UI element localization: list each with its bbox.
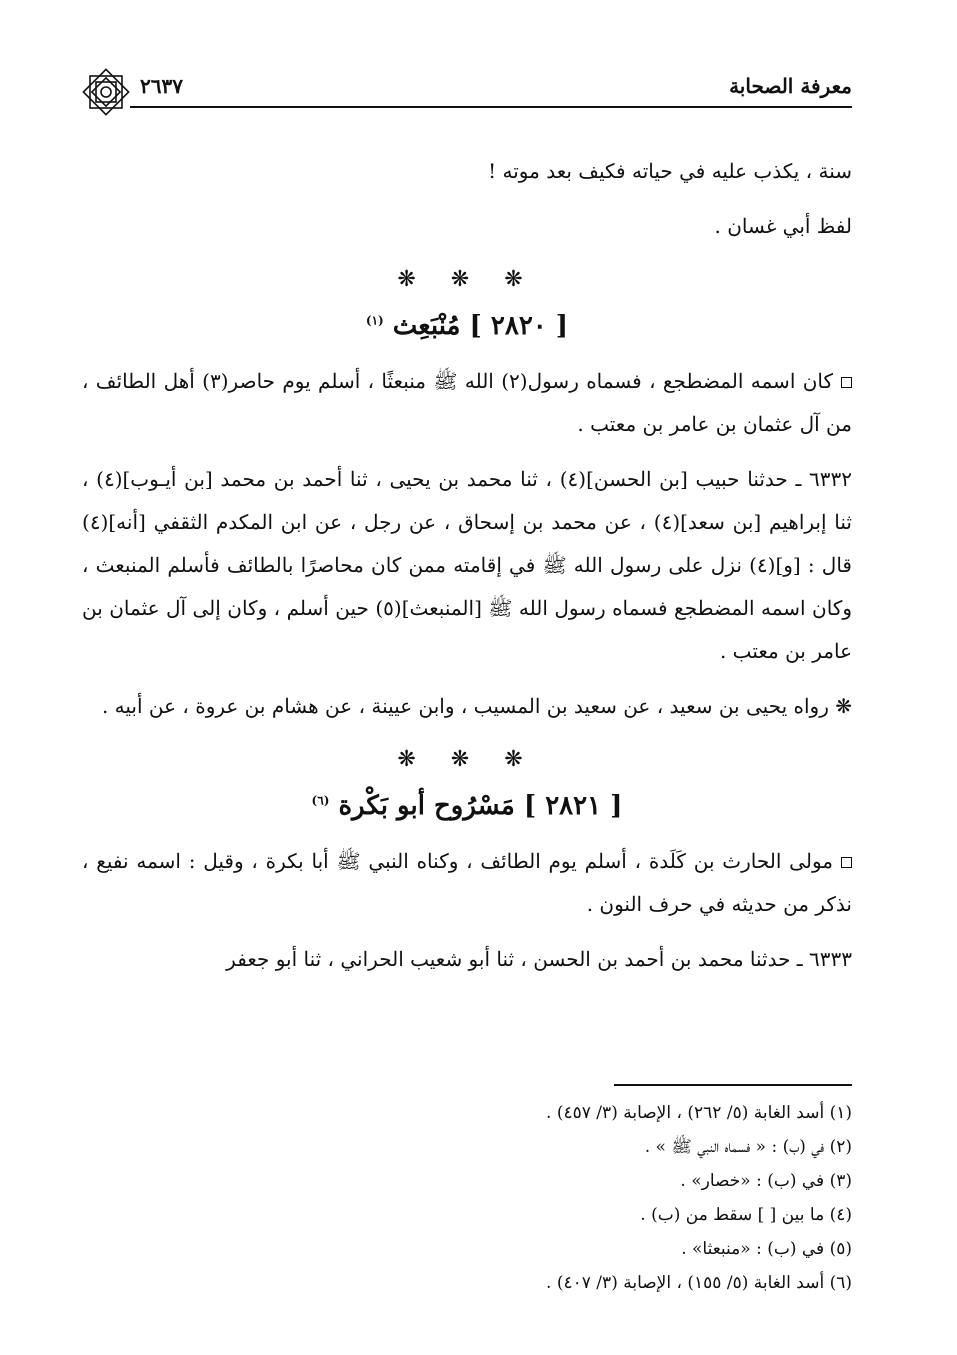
entry-paragraph: [82, 360, 852, 446]
page-body: [82, 150, 852, 993]
footnote: (٢) في (ب) : « فسماه النبي ﷺ » .: [644, 1137, 852, 1157]
section-separator: ❋ ❋ ❋: [397, 747, 537, 772]
footnotes: [252, 1096, 852, 1300]
intro-line: سنة ، يكذب عليه في حياته فكيف بعد موته !: [488, 159, 852, 183]
entry-paragraph: [82, 840, 852, 926]
footnote: (٤) ما بين [ ] سقط من (ب) .: [640, 1205, 852, 1225]
entry-heading: [82, 302, 852, 350]
footnote: (٦) أسد الغابة (٥/ ١٥٥) ، الإصابة (٣/ ٤٠٧) .: [546, 1273, 852, 1293]
entry-heading-text: [ ٢٨٢٠ ] مُنْبَعِث: [392, 311, 569, 341]
square-bullet-icon: [841, 377, 852, 388]
square-bullet-icon: [841, 857, 852, 868]
footnote-rule: [614, 1084, 852, 1086]
entry-heading: [82, 782, 852, 830]
paragraph-text: مولى الحارث بن كَلَدة ، أسلم يوم الطائف ، وكناه النبي ﷺ أبا بكرة ، وقيل : اسمه نفيع ، نذكر من حديثه في حرف النون .: [82, 849, 852, 916]
footnote: (١) أسد الغابة (٥/ ٢٦٢) ، الإصابة (٣/ ٤٥٧) .: [546, 1103, 852, 1123]
header-title: معرفة الصحابة: [729, 74, 852, 98]
hadith-paragraph: ٦٣٣٢ ـ حدثنا حبيب [بن الحسن](٤) ، ثنا محمد بن يحيى ، ثنا أحمد بن محمد [بن أيـوب](٤) ، ثنا إبراهيم [بن سعد](٤) ، عن محمد بن إسحاق ، عن رجل ، عن ابن المكدم الثقفي [أنه](٤) قال : [و](٤) نزل على رسول الله ﷺ في إقامته ممن كان محاصرًا بالطائف فأسلم المنبعث ، وكان اسمه المضطجع فسماه رسول الله ﷺ [المنبعث](٥) حين أسلم ، وكان إلى آل عثمان بن عامر بن معتب .: [82, 467, 853, 663]
footnote: (٣) في (ب) : «خصار» .: [680, 1171, 852, 1191]
header-rule: [130, 106, 852, 108]
paragraph-text: كان اسمه المضطجع ، فسماه رسول(٢) الله ﷺ منبعثًا ، أسلم يوم حاصر(٣) أهل الطائف ، من آل عثمان بن عامر بن معتب .: [82, 369, 852, 436]
page-number: ٢٦٣٧: [140, 74, 183, 98]
intro-line: لفظ أبي غسان .: [714, 214, 852, 238]
section-separator: ❋ ❋ ❋: [397, 267, 537, 292]
star-ornament-icon: [80, 66, 132, 118]
entry-heading-note: (١): [365, 313, 384, 328]
running-header: [80, 66, 852, 112]
footnote: (٥) في (ب) : «منبعثا» .: [681, 1239, 852, 1259]
entry-heading-note: (٦): [311, 793, 330, 808]
hadith-paragraph: ٦٣٣٣ ـ حدثنا محمد بن أحمد بن الحسن ، ثنا أبو شعيب الحراني ، ثنا أبو جعفر: [226, 947, 852, 971]
entry-heading-text: [ ٢٨٢١ ] مَسْرُوح أبو بَكْرة: [338, 791, 623, 821]
narration-paragraph: ❋ رواه يحيى بن سعيد ، عن سعيد بن المسيب ، وابن عيينة ، عن هشام بن عروة ، عن أبيه .: [101, 694, 852, 718]
